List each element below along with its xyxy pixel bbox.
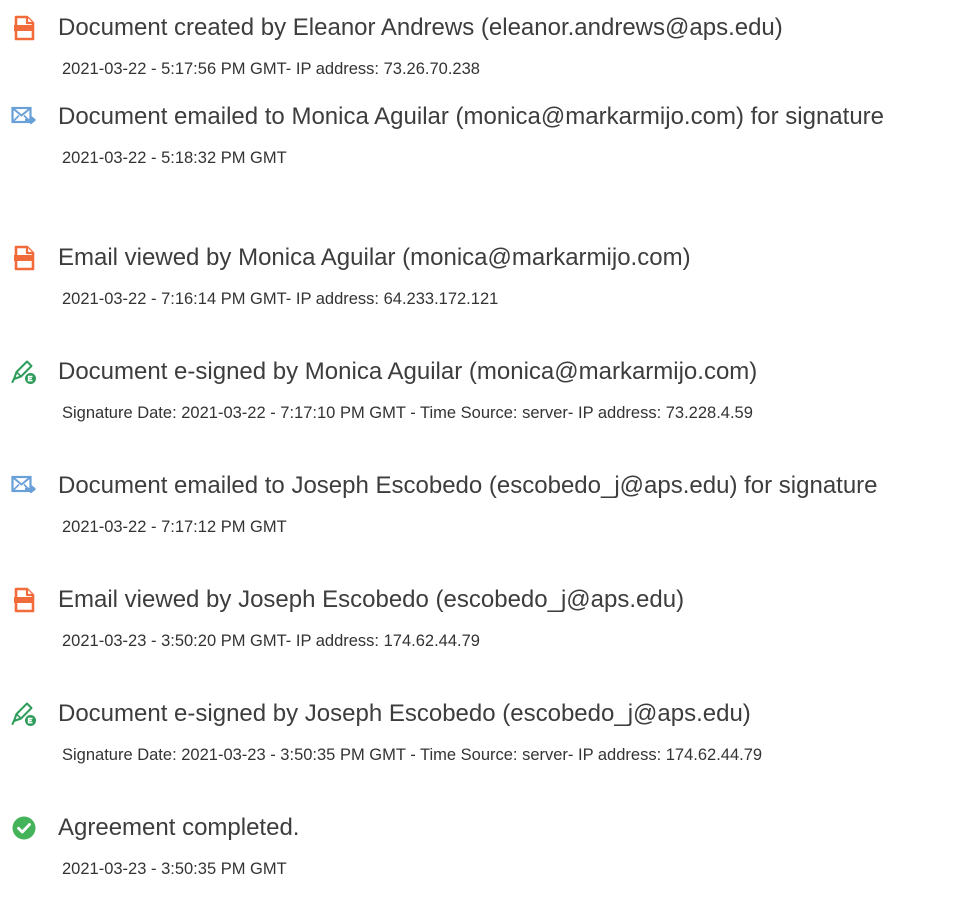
- entry-detail: 2021-03-22 - 7:17:12 PM GMT: [62, 518, 287, 536]
- esign-pen-icon: [11, 701, 37, 727]
- entry-title: Document e-signed by Monica Aguilar (monica@markarmijo.com): [58, 358, 758, 385]
- log-entry-email-viewed: [0, 584, 980, 674]
- entry-detail: Signature Date: 2021-03-23 - 3:50:35 PM GMT - Time Source: server- IP address: 174.62.44.79: [62, 746, 763, 764]
- log-entry-agreement-completed: [0, 812, 980, 902]
- entry-detail: 2021-03-22 - 5:18:32 PM GMT: [62, 149, 287, 167]
- email-sent-icon: [11, 473, 37, 499]
- document-icon: [11, 245, 37, 271]
- entry-title: Agreement completed.: [58, 814, 300, 841]
- log-entry-document-emailed: [0, 101, 980, 191]
- check-circle-icon: [11, 815, 37, 841]
- document-icon: [11, 587, 37, 613]
- entry-title: Document created by Eleanor Andrews (eleanor.andrews@aps.edu): [58, 14, 783, 41]
- entry-title: Document emailed to Monica Aguilar (monica@markarmijo.com) for signature: [58, 103, 885, 130]
- entry-detail: 2021-03-23 - 3:50:35 PM GMT: [62, 860, 287, 878]
- entry-detail: 2021-03-22 - 7:16:14 PM GMT- IP address: 64.233.172.121: [62, 290, 499, 308]
- esign-pen-icon: [11, 359, 37, 385]
- log-entry-document-created: [0, 12, 980, 102]
- entry-title: Document e-signed by Joseph Escobedo (escobedo_j@aps.edu): [58, 700, 751, 727]
- log-entry-document-emailed: [0, 470, 980, 560]
- document-icon: [11, 15, 37, 41]
- email-sent-icon: [11, 104, 37, 130]
- log-entry-document-esigned: [0, 698, 980, 788]
- entry-title: Document emailed to Joseph Escobedo (escobedo_j@aps.edu) for signature: [58, 472, 878, 499]
- entry-title: Email viewed by Monica Aguilar (monica@markarmijo.com): [58, 244, 691, 271]
- log-entry-document-esigned: [0, 356, 980, 446]
- entry-title: Email viewed by Joseph Escobedo (escobedo_j@aps.edu): [58, 586, 685, 613]
- entry-detail: Signature Date: 2021-03-22 - 7:17:10 PM GMT - Time Source: server- IP address: 73.228.4.59: [62, 404, 753, 422]
- entry-detail: 2021-03-22 - 5:17:56 PM GMT- IP address: 73.26.70.238: [62, 60, 480, 78]
- log-entry-email-viewed: [0, 242, 980, 332]
- entry-detail: 2021-03-23 - 3:50:20 PM GMT- IP address: 174.62.44.79: [62, 632, 480, 650]
